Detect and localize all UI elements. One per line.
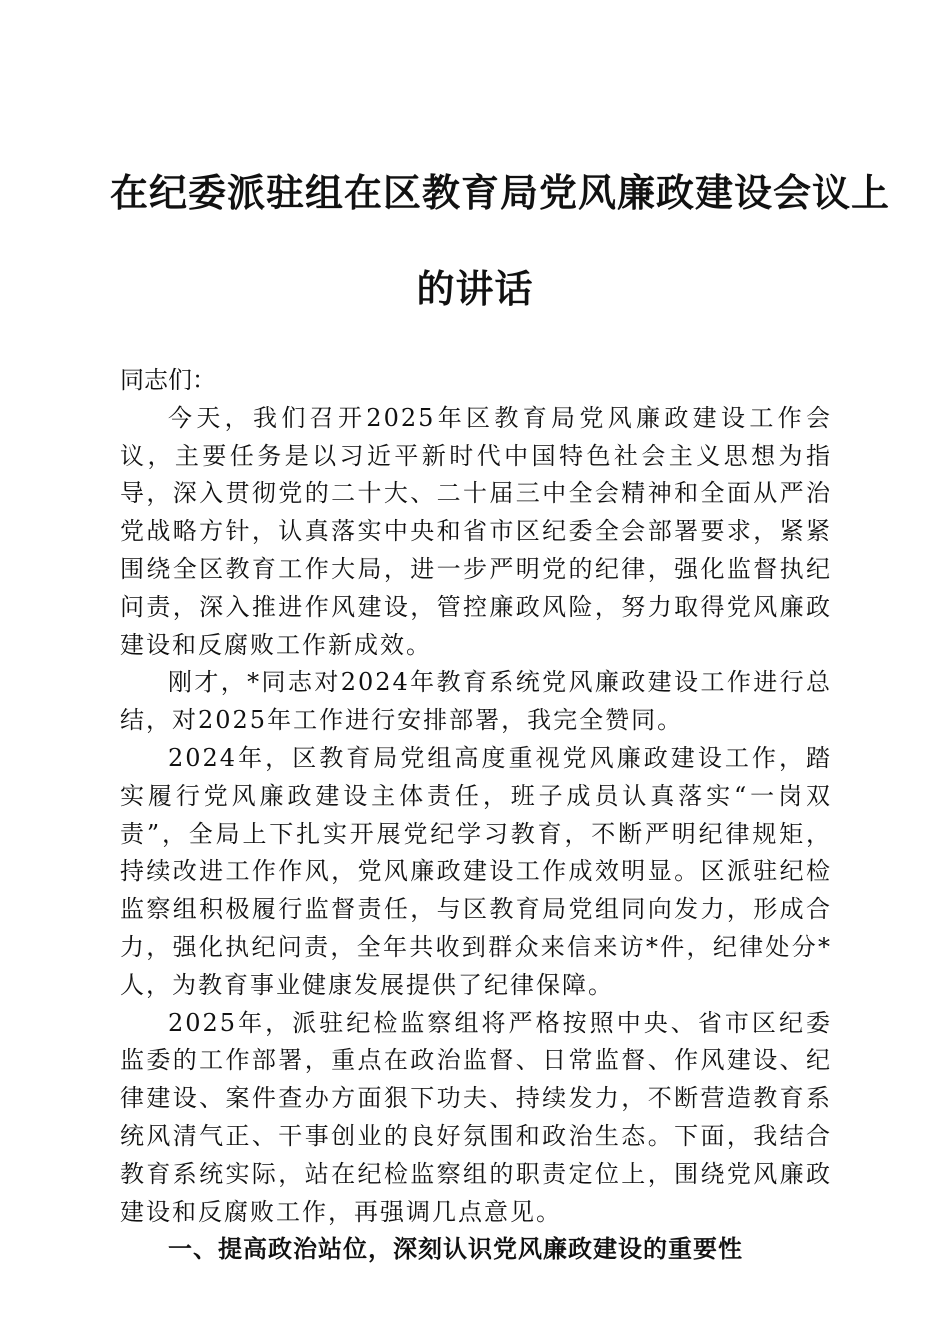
- paragraph-2025-plan: 2025年，派驻纪检监察组将严格按照中央、省市区纪委监委的工作部署，重点在政治监督、日常监督、作风建设、纪律建设、案件查办方面狠下功夫、持续发力，不断营造教育系统风清气正、干事创业的良好氛围和政治生态。下面，我结合教育系统实际，站在纪检监察组的职责定位上，围绕党风廉政建设和反腐败工作，再强调几点意见。: [120, 1008, 832, 1226]
- paragraph-endorsement: 刚才，*同志对2024年教育系统党风廉政建设工作进行总结，对2025年工作进行安排部署，我完全赞同。: [120, 668, 832, 735]
- document-title-line-2: 的讲话: [416, 267, 534, 311]
- document-body: [120, 362, 832, 1269]
- paragraph-opening: 今天，我们召开2025年区教育局党风廉政建设工作会议，主要任务是以习近平新时代中国特色社会主义思想为指导，深入贯彻党的二十大、二十届三中全会精神和全面从严治党战略方针，认真落实中央和省市区纪委全会部署要求，紧紧围绕全区教育工作大局，进一步严明党的纪律，强化监督执纪问责，深入推进作风建设，管控廉政风险，努力取得党风廉政建设和反腐败工作新成效。: [120, 403, 832, 659]
- greeting: 同志们：: [120, 366, 216, 394]
- document-title-line-1: 在纪委派驻组在区教育局党风廉政建设会议上: [110, 171, 891, 215]
- paragraph-2024-review: 2024年，区教育局党组高度重视党风廉政建设工作，踏实履行党风廉政建设主体责任，班子成员认真落实“一岗双责”，全局上下扎实开展党纪学习教育，不断严明纪律规矩，持续改进工作作风，党风廉政建设工作成效明显。区派驻纪检监察组积极履行监督责任，与区教育局党组同向发力，形成合力，强化执纪问责，全年共收到群众来信来访*件，纪律处分*人，为教育事业健康发展提供了纪律保障。: [120, 743, 832, 999]
- section-heading-1: 一、提高政治站位，深刻认识党风廉政建设的重要性: [168, 1235, 743, 1264]
